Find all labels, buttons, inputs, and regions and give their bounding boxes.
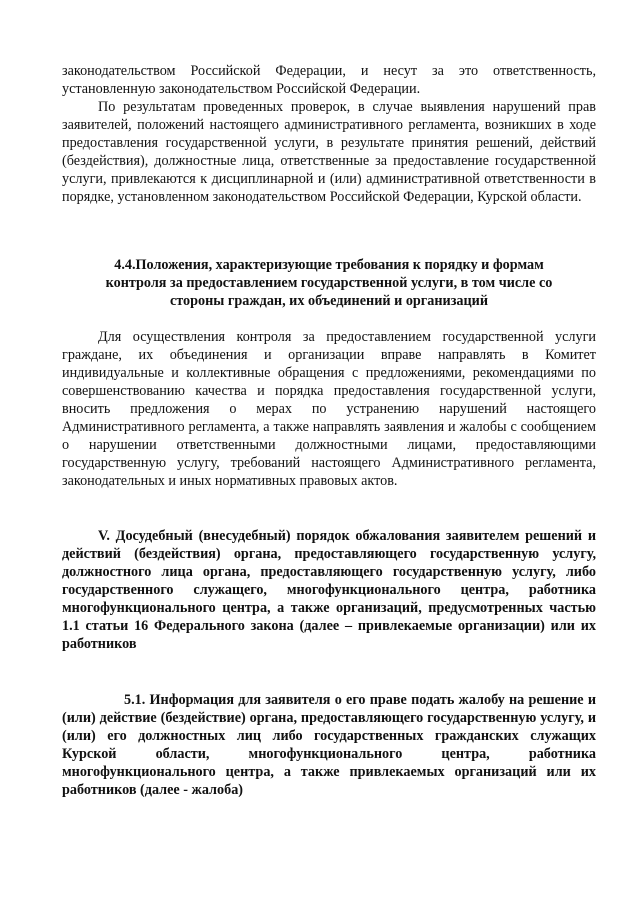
- paragraph-inspection-results: По результатам проведенных проверок, в случае выявления нарушений прав заявителей, положений настоящего административного регламента, возникших в ходе предоставления государственной услуги, в результате принятия решений, действий (бездействия), должностные лица, ответственные за предоставление государственной услуги, привлекаются к дисциплинарной и (или) административной ответственности в порядке, установленном законодательством Российской Федерации, Курской области.: [62, 99, 596, 205]
- document-page: [62, 62, 596, 799]
- section-heading-5-1: 5.1. Информация для заявителя о его праве подать жалобу на решение и (или) действие (бездействие) органа, предоставляющего государственную услугу, и (или) его должностных лиц либо государственных гражданских служащих Курской области, многофункционального центра, работника многофункционального центра, а также привлекаемых организаций или их работников (далее - жалоба): [62, 692, 596, 798]
- paragraph-citizen-control: Для осуществления контроля за предоставлением государственной услуги граждане, их объединения и организации вправе направлять в Комитет индивидуальные и коллективные обращения с предложениями, рекомендациями по совершенствованию качества и порядка предоставления государственной услуги, вносить предложения о мерах по устранению нарушений настоящего Административного регламента, а также направлять заявления и жалобы с сообщением о нарушении ответственными должностными лицами, предоставляющими государственную услугу, требований настоящего Административного регламента, законодательных и иных нормативных правовых актов.: [62, 329, 596, 489]
- paragraph-responsibility: законодательством Российской Федерации, и несут за это ответственность, установленную законодательством Российской Федерации.: [62, 63, 596, 97]
- section-heading-5: V. Досудебный (внесудебный) порядок обжалования заявителем решений и действий (бездействия) органа, предоставляющего государственную услугу, должностного лица органа, предоставляющего государственную услугу, либо государственного служащего, многофункционального центра, работника многофункционального центра, а также организаций, предусмотренных частью 1.1 статьи 16 Федерального закона (далее – привлекаемые организации) или их работников: [62, 528, 596, 652]
- section-heading-4-4: 4.4.Положения, характеризующие требования к порядку и формам контроля за предоставлением государственной услуги, в том числе со стороны граждан, их объединений и организаций: [105, 257, 553, 309]
